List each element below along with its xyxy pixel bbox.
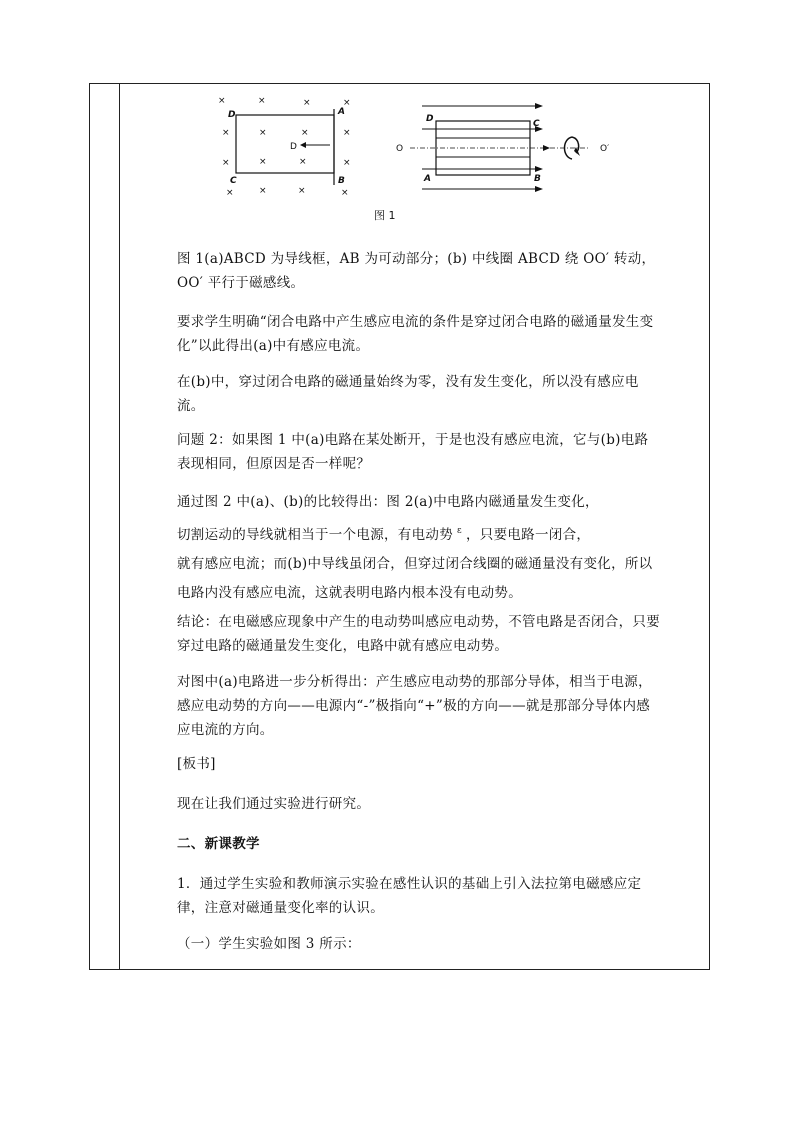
cross: × bbox=[299, 157, 307, 167]
label-b: B bbox=[338, 176, 345, 186]
board-note: [板书] bbox=[177, 756, 216, 772]
paragraph-10: （一）学生实验如图 3 所示： bbox=[177, 936, 361, 952]
paragraph-5 bbox=[177, 488, 662, 608]
coil-label-c: C bbox=[533, 119, 540, 129]
cross: × bbox=[259, 157, 267, 167]
cross: × bbox=[259, 186, 267, 196]
coil-label-b: B bbox=[534, 174, 541, 184]
paragraph-7: 对图中(a)电路进一步分析得出：产生感应电动势的那部分导体，相当于电源，感应电动势的方向——电源内“-”极指向“+”极的方向——就是那部分导体内感应电流的方向。 bbox=[177, 674, 652, 738]
axis-label-o-prime: O′ bbox=[600, 144, 610, 154]
paragraph-2: 要求学生明确“闭合电路中产生感应电流的条件是穿过闭合电路的磁通量发生变化”以此得出(a)中有感应电流。 bbox=[177, 314, 654, 354]
coil-label-a: A bbox=[424, 174, 431, 184]
table-left-column bbox=[90, 84, 120, 969]
label-a: A bbox=[338, 107, 345, 117]
paragraph-1: 图 1(a)ABCD 为导线框，AB 为可动部分；(b) 中线圈 ABCD 绕 OO′ 转动，OO′ 平行于磁感线。 bbox=[177, 251, 656, 291]
cross: × bbox=[259, 128, 267, 138]
field-lines bbox=[422, 106, 538, 189]
cross: × bbox=[222, 128, 230, 138]
cross: × bbox=[218, 96, 226, 106]
cross: × bbox=[301, 128, 309, 138]
cross: × bbox=[343, 98, 351, 108]
cross: × bbox=[343, 158, 351, 168]
paragraph-5-line-3: 就有感应电流；而(b)中导线虽闭合，但穿过闭合线圈的磁通量没有变化，所以电路内没有感应电流，这就表明电路内根本没有电动势。 bbox=[177, 556, 653, 601]
label-d: D bbox=[228, 110, 236, 120]
paragraph-3: 在(b)中，穿过闭合电路的磁通量始终为零，没有发生变化，所以没有感应电流。 bbox=[177, 374, 639, 414]
cross: × bbox=[303, 98, 311, 108]
paragraph-6: 结论：在电磁感应现象中产生的电动势叫感应电动势，不管电路是否闭合，只要穿过电路的磁通量发生变化，电路中就有感应电动势。 bbox=[177, 614, 660, 654]
figure-1 bbox=[210, 93, 630, 223]
cross: × bbox=[226, 188, 234, 198]
paragraph-4: 问题 2：如果图 1 中(a)电路在某处断开，于是也没有感应电流，它与(b)电路表现相同，但原因是否一样呢？ bbox=[177, 432, 649, 472]
cross: × bbox=[258, 96, 266, 106]
figure-caption: 图 1 bbox=[374, 209, 396, 222]
label-c: C bbox=[230, 176, 237, 186]
axis-label-o: O bbox=[396, 144, 404, 154]
paragraph-9: 1．通过学生实验和教师演示实验在感性认识的基础上引入法拉第电磁感应定律，注意对磁通量变化率的认识。 bbox=[177, 876, 642, 916]
magnetic-field-crosses bbox=[218, 96, 351, 198]
cross: × bbox=[341, 188, 349, 198]
paragraph-8: 现在让我们通过实验进行研究。 bbox=[177, 796, 371, 812]
paragraph-5-line-1: 通过图 2 中(a)、(b)的比较得出：图 2(a)中电路内磁通量发生变化， bbox=[177, 494, 599, 510]
wire-frame-abcd bbox=[236, 115, 334, 173]
cross: × bbox=[298, 186, 306, 196]
cross: × bbox=[343, 128, 351, 138]
cross: × bbox=[222, 158, 230, 168]
paragraph-5-line-2b: ，只要电路一闭合， bbox=[465, 527, 591, 543]
paragraph-5-line-2a: 切割运动的导线就相当于一个电源，有电动势 bbox=[177, 527, 453, 543]
emf-symbol: ε bbox=[457, 526, 462, 536]
section-heading: 二、新课教学 bbox=[177, 836, 260, 852]
coil-label-d: D bbox=[426, 114, 434, 124]
arrow-label: D bbox=[290, 142, 297, 152]
